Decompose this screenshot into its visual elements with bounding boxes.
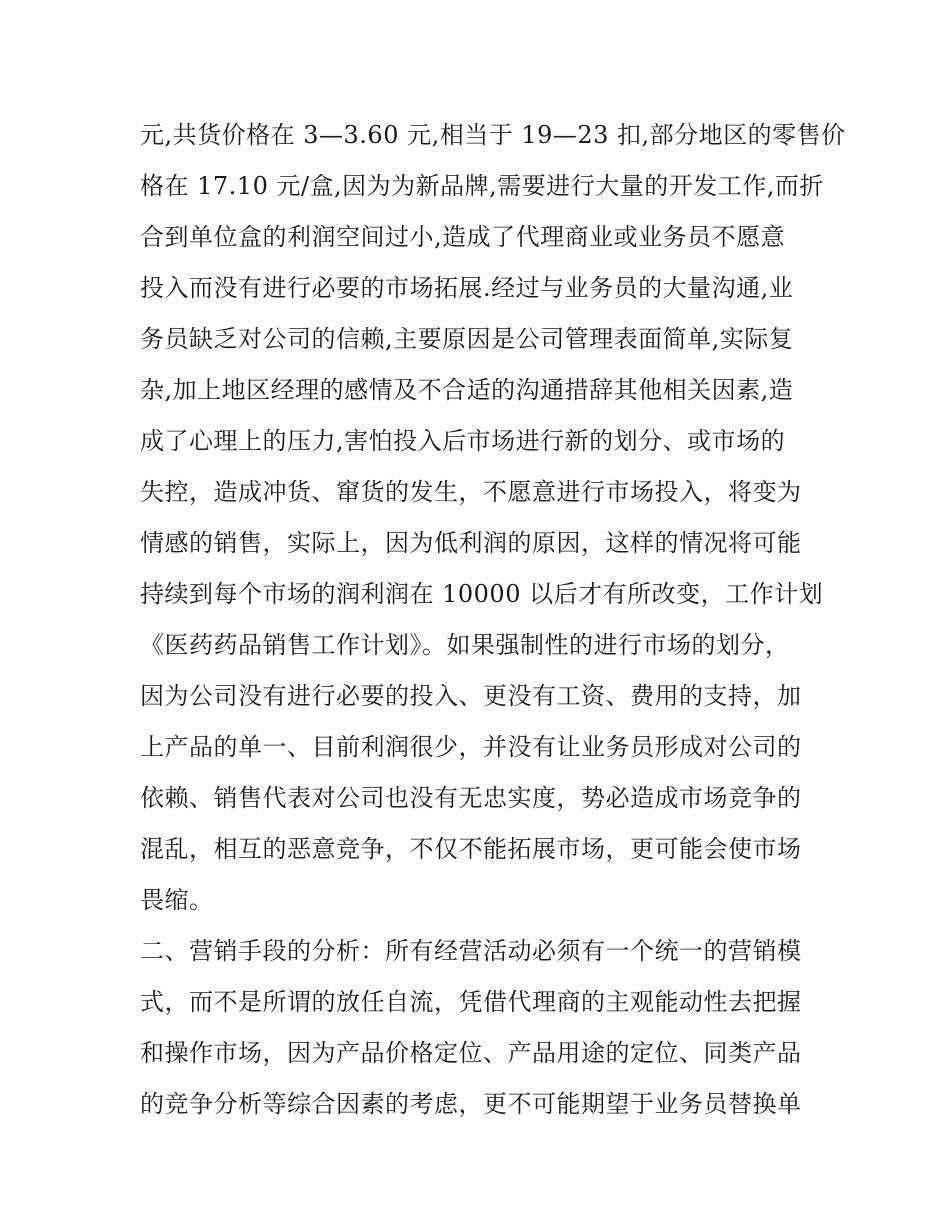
text-line: 的竞争分析等综合因素的考虑，更不可能期望于业务员替换单 xyxy=(140,1090,802,1118)
text-line: 畏缩。 xyxy=(140,886,214,914)
text-line: 情感的销售，实际上，因为低利润的原因，这样的情况将可能 xyxy=(140,529,802,557)
text-line: 成了心理上的压力,害怕投入后市场进行新的划分、或市场的 xyxy=(140,427,786,455)
paragraph-marketing-analysis xyxy=(140,926,812,1130)
paragraph-pricing-analysis xyxy=(140,110,846,926)
text-line: 混乱，相互的恶意竞争，不仅不能拓展市场，更可能会使市场 xyxy=(140,835,802,863)
text-line: 杂,加上地区经理的感情及不合适的沟通措辞其他相关因素,造 xyxy=(140,376,794,404)
text-line: 持续到每个市场的润利润在 10000 以后才有所改变，工作计划 xyxy=(140,580,824,608)
text-line: 《医药药品销售工作计划》。如果强制性的进行市场的划分， xyxy=(140,631,790,659)
text-line: 上产品的单一、目前利润很少，并没有让业务员形成对公司的 xyxy=(140,733,802,761)
text-line: 格在 17.10 元/盒,因为为新品牌,需要进行大量的开发工作,而折 xyxy=(140,172,824,200)
section-heading-line: 二、营销手段的分析：所有经营活动必须有一个统一的营销模 xyxy=(140,937,802,965)
document-body xyxy=(140,110,846,1130)
text-line: 元,共货价格在 3—3.60 元,相当于 19—23 扣,部分地区的零售价 xyxy=(140,121,846,149)
text-line: 依赖、销售代表对公司也没有无忠实度，势必造成市场竞争的 xyxy=(140,784,802,812)
text-line: 投入而没有进行必要的市场拓展.经过与业务员的大量沟通,业 xyxy=(140,274,794,302)
text-line: 式，而不是所谓的放任自流，凭借代理商的主观能动性去把握 xyxy=(140,988,802,1016)
text-line: 和操作市场，因为产品价格定位、产品用途的定位、同类产品 xyxy=(140,1039,802,1067)
text-line: 务员缺乏对公司的信赖,主要原因是公司管理表面简单,实际复 xyxy=(140,325,794,353)
text-line: 失控，造成冲货、窜货的发生，不愿意进行市场投入，将变为 xyxy=(140,478,802,506)
text-line: 合到单位盒的利润空间过小,造成了代理商业或业务员不愿意 xyxy=(140,223,786,251)
text-line: 因为公司没有进行必要的投入、更没有工资、费用的支持，加 xyxy=(140,682,802,710)
